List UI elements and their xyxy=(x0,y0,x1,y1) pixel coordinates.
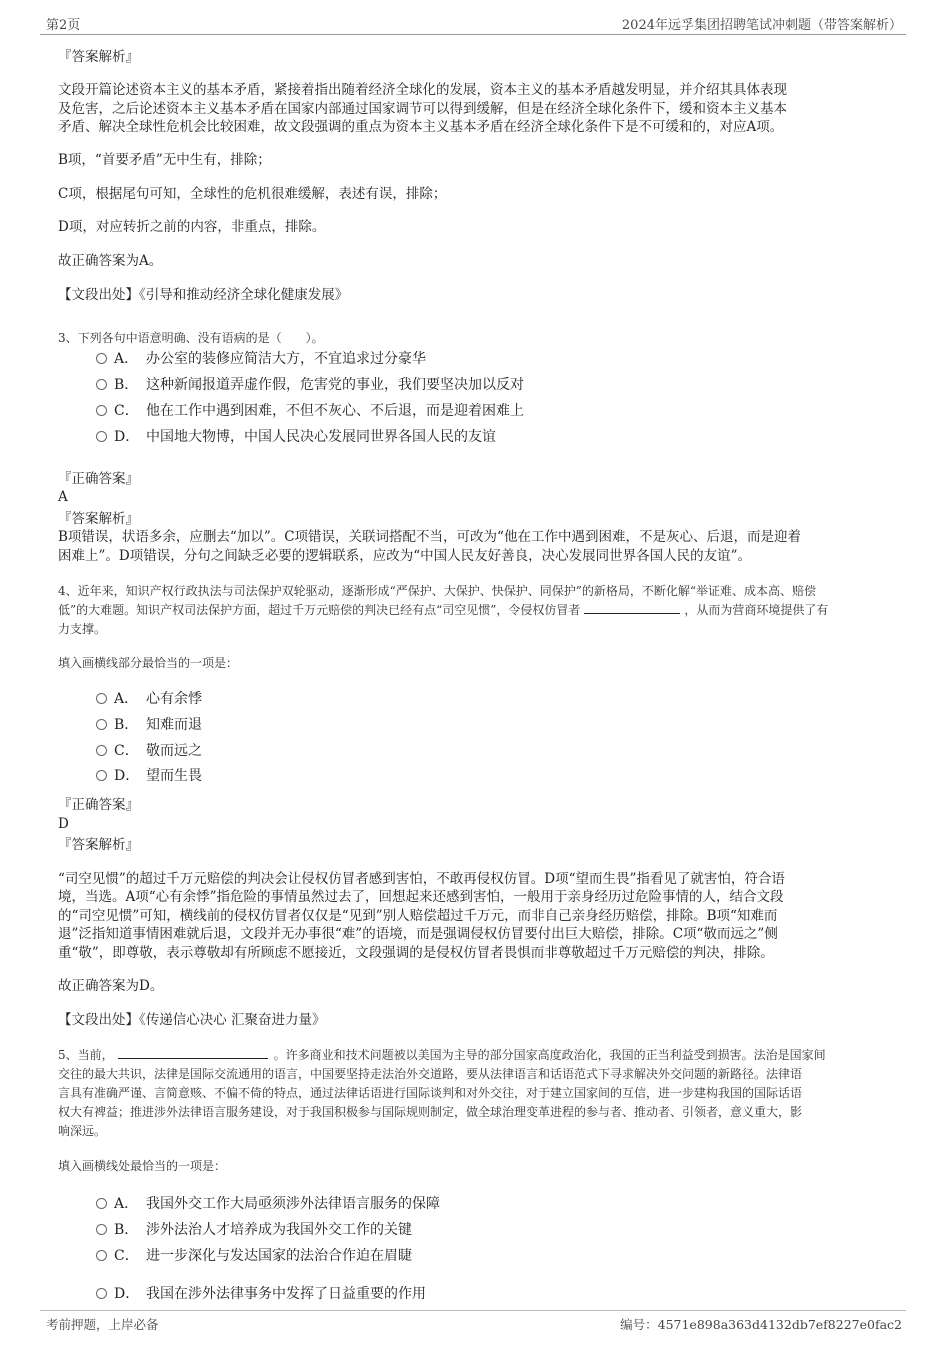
radio-button-icon[interactable] xyxy=(96,1224,107,1235)
q3-stem: 3、下列各句中语意明确、没有语病的是（ ）。 xyxy=(58,331,324,345)
option-text: 知难而退 xyxy=(146,717,202,733)
q4-analysis-line: 重“敬”，即尊敬，表示尊敬却有所顾虑不愿接近，文段强调的是侵权仿冒者畏惧而非尊敬超过千万元赔偿的判决，排除。 xyxy=(58,945,774,961)
option-letter: C． xyxy=(114,743,139,759)
q5-option-b[interactable] xyxy=(96,1220,412,1240)
radio-button-icon[interactable] xyxy=(96,719,107,730)
q3-analysis-line: 困难上”。D项错误，分句之间缺乏必要的逻辑联系，应改为“中国人民友好善良，决心发展同世界各国人民的友谊”。 xyxy=(58,548,752,564)
radio-button-icon[interactable] xyxy=(96,745,107,756)
q3-option-c[interactable] xyxy=(96,401,524,421)
option-text: 心有余悸 xyxy=(146,691,202,707)
option-letter: A． xyxy=(114,351,139,367)
option-text: 我国外交工作大局亟须涉外法律语言服务的保障 xyxy=(146,1196,440,1212)
option-text: 涉外法治人才培养成为我国外交工作的关键 xyxy=(146,1222,412,1238)
radio-button-icon[interactable] xyxy=(96,1198,107,1209)
q2-option-c-note: C项，根据尾句可知，全球性的危机很难缓解，表述有误，排除； xyxy=(58,186,447,202)
q2-analysis-label: 『答案解析』 xyxy=(58,49,139,65)
option-letter: D． xyxy=(114,768,140,784)
option-letter: B． xyxy=(114,717,139,733)
option-text: 办公室的装修应简洁大方，不宜追求过分豪华 xyxy=(146,351,426,367)
q5-stem-part: 5、当前， xyxy=(58,1048,114,1062)
q3-option-a[interactable] xyxy=(96,349,426,369)
q5-stem-line: 言具有准确严谨、言简意赅、不偏不倚的特点，通过法律话语进行国际谈判和对外交往，对于建立国家间的互信，进一步建构我国的国际话语 xyxy=(58,1086,803,1100)
q5-stem-line-with-blank xyxy=(58,1046,826,1065)
q3-option-d[interactable] xyxy=(96,427,496,447)
page-number: 第2页 xyxy=(46,18,81,33)
footer-slogan: 考前押题，上岸必备 xyxy=(46,1317,159,1332)
q3-analysis-line: B项错误，状语多余，应删去“加以”。C项错误，关联词搭配不当，可改为“他在工作中遇到困难，不是灰心、后退，而是迎着 xyxy=(58,529,801,545)
q4-analysis-line: “司空见惯”的超过千万元赔偿的判决会让侵权仿冒者感到害怕，不敢再侵权仿冒。D项“望而生畏”指看见了就害怕，符合语 xyxy=(58,871,785,887)
q2-conclusion: 故正确答案为A。 xyxy=(58,253,163,269)
q5-option-d[interactable] xyxy=(96,1284,426,1304)
option-text: 他在工作中遇到困难，不但不灰心、不后退，而是迎着困难上 xyxy=(146,403,524,419)
q2-option-d-note: D项，对应转折之前的内容，非重点，排除。 xyxy=(58,219,326,235)
q4-stem-line-with-blank xyxy=(58,601,828,620)
option-text: 我国在涉外法律事务中发挥了日益重要的作用 xyxy=(146,1286,426,1302)
q5-stem-part: 。许多商业和技术问题被以美国为主导的部分国家高度政治化，我国的正当利益受到损害。法治是国家间 xyxy=(273,1048,826,1062)
q5-stem-line: 交往的最大共识，法律是国际交流通用的语言，中国要坚持走法治外交道路，要从法律语言和话语范式下寻求解决外交问题的新路径。法律语 xyxy=(58,1067,803,1081)
q4-source: 【文段出处】《传递信心决心 汇聚奋进力量》 xyxy=(58,1012,326,1028)
q5-option-a[interactable] xyxy=(96,1194,440,1214)
page-footer xyxy=(40,1310,906,1341)
radio-button-icon[interactable] xyxy=(96,693,107,704)
q4-conclusion: 故正确答案为D。 xyxy=(58,978,164,994)
q4-analysis-line: 的“司空见惯”可知，横线前的侵权仿冒者仅仅是“见到”别人赔偿超过千万元，而非自己亲身经历赔偿，排除。B项“知难而 xyxy=(58,908,778,924)
option-letter: A． xyxy=(114,691,139,707)
option-letter: C． xyxy=(114,1248,139,1264)
q4-correct-label: 『正确答案』 xyxy=(58,797,139,813)
option-letter: B． xyxy=(114,377,139,393)
q3-option-b[interactable] xyxy=(96,375,524,395)
document-serial-number: 编号：4571e898a363d4132db7ef8227e0fac2 xyxy=(620,1317,902,1332)
q5-option-c[interactable] xyxy=(96,1246,412,1266)
radio-button-icon[interactable] xyxy=(96,431,107,442)
q4-stem-line: 力支撑。 xyxy=(58,622,107,636)
q2-option-b-note: B项，“首要矛盾”无中生有，排除； xyxy=(58,152,271,168)
radio-button-icon[interactable] xyxy=(96,353,107,364)
option-text: 这种新闻报道弄虚作假，危害党的事业，我们要坚决加以反对 xyxy=(146,377,524,393)
q2-analysis-line: 矛盾、解决全球性危机会比较困难，故文段强调的重点为资本主义基本矛盾在经济全球化条件下是不可缓和的，对应A项。 xyxy=(58,119,784,135)
q2-analysis-line: 及危害，之后论述资本主义基本矛盾在国家内部通过国家调节可以得到缓解，但是在经济全球化条件下，缓和资本主义基本 xyxy=(58,101,787,117)
option-text: 敬而远之 xyxy=(146,743,202,759)
q4-option-b[interactable] xyxy=(96,715,202,735)
option-letter: C． xyxy=(114,403,139,419)
option-letter: A． xyxy=(114,1196,139,1212)
option-text: 中国地大物博，中国人民决心发展同世界各国人民的友谊 xyxy=(146,429,496,445)
q4-analysis-line: 境，当选。A项“心有余悸”指危险的事情虽然过去了，回想起来还感到害怕，一般用于亲身经历过危险事情的人，结合文段 xyxy=(58,889,784,905)
q4-prompt: 填入画横线部分最恰当的一项是： xyxy=(58,656,239,670)
q4-analysis-label: 『答案解析』 xyxy=(58,837,139,853)
answer-blank xyxy=(118,1046,268,1059)
option-letter: D． xyxy=(114,429,140,445)
q4-option-a[interactable] xyxy=(96,689,202,709)
q3-correct-label: 『正确答案』 xyxy=(58,471,139,487)
q5-prompt: 填入画横线处最恰当的一项是： xyxy=(58,1159,227,1173)
q5-stem-line: 响深远。 xyxy=(58,1124,107,1138)
q2-source: 【文段出处】《引导和推动经济全球化健康发展》 xyxy=(58,287,349,303)
radio-button-icon[interactable] xyxy=(96,379,107,390)
q4-stem-part: ，从而为营商环境提供了有 xyxy=(684,603,829,617)
q3-analysis-label: 『答案解析』 xyxy=(58,511,139,527)
option-letter: B． xyxy=(114,1222,139,1238)
q3-answer: A xyxy=(58,489,68,505)
q4-option-c[interactable] xyxy=(96,741,202,761)
option-text: 望而生畏 xyxy=(146,768,202,784)
radio-button-icon[interactable] xyxy=(96,1288,107,1299)
q4-analysis-line: 退”泛指知道事情困难就后退，文段并无办事很“难”的语境，而是强调侵权仿冒要付出巨大赔偿，排除。C项“敬而远之”侧 xyxy=(58,926,778,942)
option-text: 进一步深化与发达国家的法治合作迫在眉睫 xyxy=(146,1248,412,1264)
answer-blank xyxy=(584,601,680,614)
q4-answer: D xyxy=(58,816,69,832)
q4-stem-line: 4、近年来，知识产权行政执法与司法保护双轮驱动，逐渐形成“严保护、大保护、快保护、同保护”的新格局，不断化解“举证难、成本高、赔偿 xyxy=(58,584,817,598)
radio-button-icon[interactable] xyxy=(96,1250,107,1261)
q5-stem-line: 权大有裨益；推进涉外法律语言服务建设，对于我国积极参与国际规则制定，做全球治理变革进程的参与者、推动者、引领者，意义重大，影 xyxy=(58,1105,803,1119)
q4-stem-part: 低”的大难题。知识产权司法保护方面，超过千万元赔偿的判决已经有点“司空见惯”，令侵权仿冒者 xyxy=(58,603,581,617)
document-title: 2024年远孚集团招聘笔试冲刺题（带答案解析） xyxy=(621,18,902,33)
q4-option-d[interactable] xyxy=(96,766,202,786)
radio-button-icon[interactable] xyxy=(96,405,107,416)
q2-analysis-line: 文段开篇论述资本主义的基本矛盾，紧接着指出随着经济全球化的发展，资本主义的基本矛盾越发明显，并介绍其具体表现 xyxy=(58,82,787,98)
option-letter: D． xyxy=(114,1286,140,1302)
page-header xyxy=(40,0,906,35)
radio-button-icon[interactable] xyxy=(96,770,107,781)
